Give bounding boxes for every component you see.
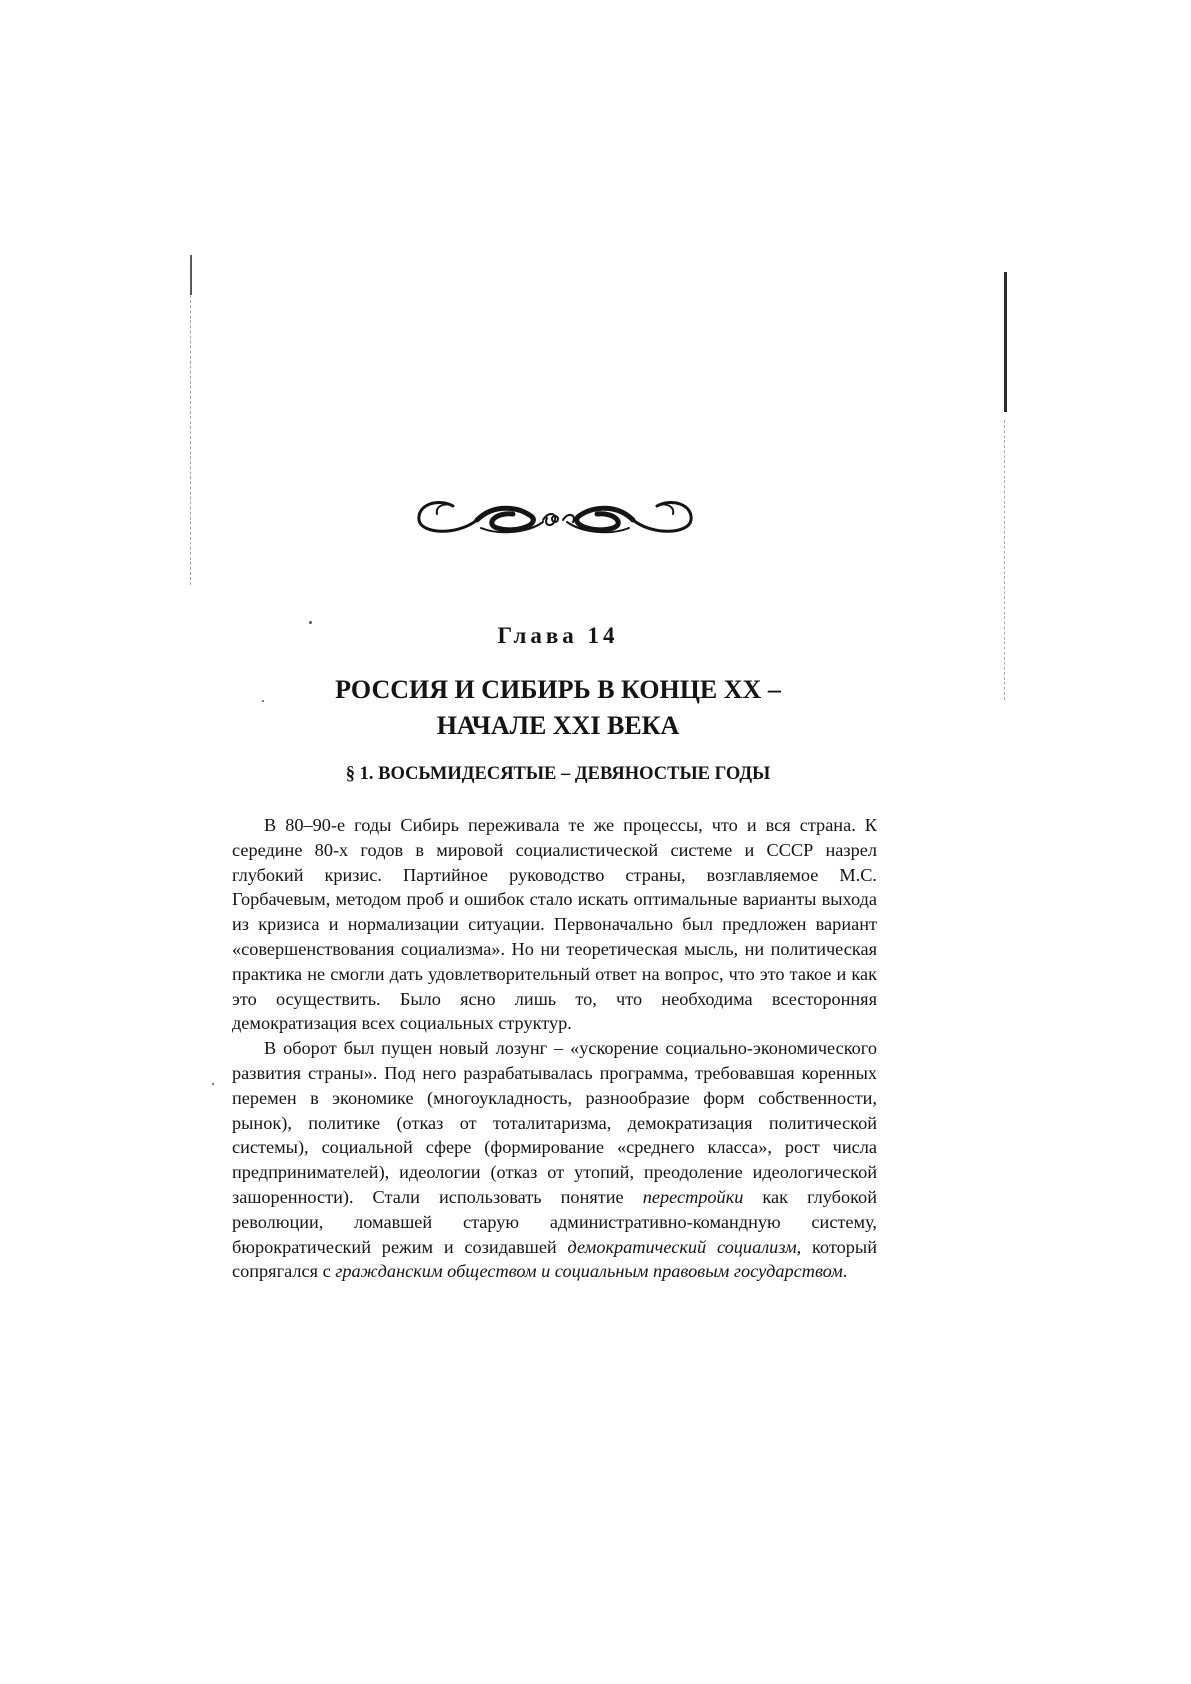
paragraph-2-text: В оборот был пущен новый лозунг – «ускорение социально-экономического развития страны». Под него разрабатывалась программа, требовавшая коренных перемен в экономике (многоукладность, разнообразие форм собственности, рынок), политике (отказ от тоталитаризма, демократизация политической системы), социальной сфере (формирование «среднего класса», рост числа предпринимателей), идеологии (отказ от утопий, преодоление идеологической зашоренности). Стали использовать понятие <box>232 1038 877 1207</box>
emphasis-term: перестройки <box>642 1186 744 1207</box>
section-title: § 1. ВОСЬМИДЕСЯТЫЕ – ДЕВЯНОСТЫЕ ГОДЫ <box>345 764 771 784</box>
paragraph-1: В 80–90-е годы Сибирь переживала те же процессы, что и вся страна. К середине 80-х годов в мировой социалистической системе и СССР назрел глубокий кризис. Партийное руководство страны, возглавляемое М.С. Горбачевым, методом проб и ошибок стало искать оптимальные варианты выхода из кризиса и нормализации ситуации. Первоначально был предложен вариант «совершенствования социализма». Но ни теоретическая мысль, ни политическая практика не смогли дать удовлетворительный ответ на вопрос, что это такое и как это осуществить. Было ясно лишь то, что необходима всесторонняя демократизация всех социальных структур. <box>232 815 877 1034</box>
chapter-title-line-2: НАЧАЛЕ XXI ВЕКА <box>436 711 680 740</box>
paragraph-2-text: как глубокой революции, ломавшей старую административно-командную систему, бюрократический режим и созидавшей <box>232 1186 877 1257</box>
emphasis-term: демократический социализм <box>567 1236 797 1257</box>
scan-speck <box>212 1083 214 1085</box>
chapter-title-line-1: РОССИЯ И СИБИРЬ В КОНЦЕ XX – <box>335 675 781 704</box>
paragraph-2-text: , который сопрягался с <box>232 1236 877 1282</box>
chapter-label: Глава 14 <box>497 623 619 648</box>
scan-edge-right <box>1004 272 1007 412</box>
paragraph-2 <box>232 1036 877 1284</box>
scan-edge-right-faint <box>1004 420 1005 700</box>
chapter-title <box>0 672 1116 744</box>
scan-edge-left <box>190 255 192 585</box>
emphasis-term: гражданским обществом и социальным правовым государством <box>335 1261 843 1282</box>
paragraph-2-text: . <box>842 1261 848 1282</box>
flourish-ornament-icon <box>405 484 705 554</box>
body-text <box>232 813 877 1284</box>
